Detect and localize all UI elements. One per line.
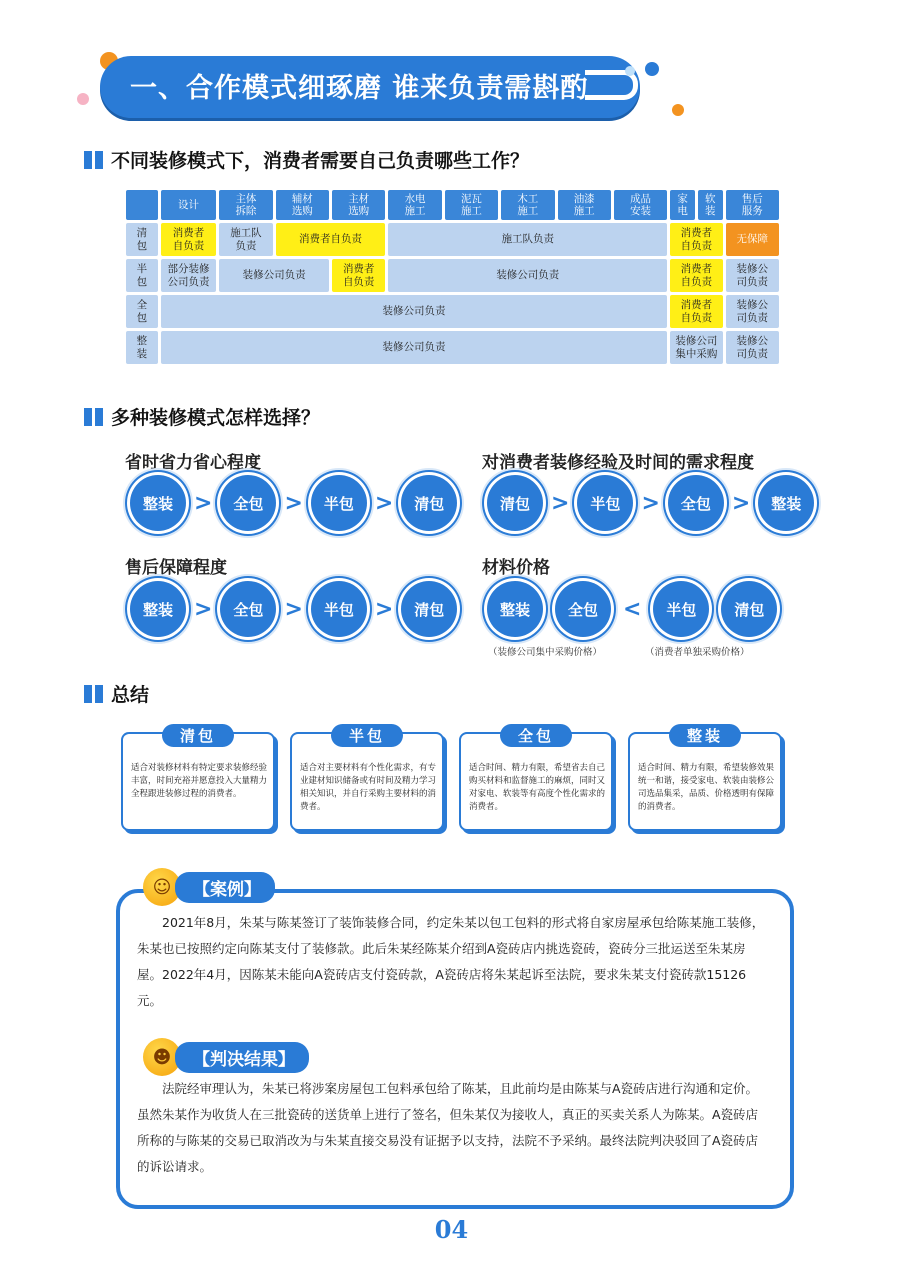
- table-cell: 装修公司负责: [161, 295, 667, 328]
- card-tag: 整装: [669, 724, 741, 747]
- table-cell: 装修公司负责: [388, 259, 667, 292]
- table-cell: 消费者 自负责: [332, 259, 385, 292]
- card-text: 适合时间、精力有限，希望装修效果统一和谐，接受家电、软装由装修公司选品集采，品质、价格透明有保障的消费者。: [638, 763, 775, 812]
- greater-than-symbol: >: [731, 490, 751, 516]
- summary-card-quanbao: [459, 727, 613, 831]
- greater-than-symbol: >: [194, 596, 213, 622]
- mode-circle: 清包: [721, 581, 777, 637]
- decoration-modes-table: [123, 187, 782, 367]
- header-cell: 设计: [161, 190, 216, 220]
- mode-circle: 全包: [220, 581, 276, 637]
- summary-card-banbao: [290, 727, 444, 831]
- blue-dot-decoration-right: [645, 62, 659, 76]
- card-text: 适合对主要材料有个性化需求，有专业建材知识储备或有时间及精力学习相关知识，并自行采购主要材料的消费者。: [300, 763, 437, 812]
- table-cell: 施工队负责: [388, 223, 667, 256]
- row-label: 全 包: [126, 295, 158, 328]
- section-heading-summary: 总结: [84, 680, 149, 707]
- greater-than-symbol: >: [641, 490, 660, 516]
- mode-circle: 半包: [653, 581, 709, 637]
- table-cell: 装修公 司负责: [726, 259, 780, 292]
- header-cell: 软 装: [698, 190, 723, 220]
- section-heading-choose: 多种装修模式怎样选择？: [84, 403, 320, 430]
- comparison-title-effort: 省时省力省心程度: [125, 453, 261, 473]
- laughing-emoji-icon: ☻: [143, 1038, 181, 1076]
- mode-circle: 清包: [401, 475, 457, 531]
- summary-card-qingbao: [121, 727, 275, 831]
- mode-circle: 整装: [487, 581, 543, 637]
- header-cell: 油漆 施工: [558, 190, 611, 220]
- header-cell: 家 电: [670, 190, 695, 220]
- table-row: [126, 259, 779, 292]
- page-title: 一、合作模式细琢磨 谁来负责需斟酌: [130, 73, 589, 104]
- card-text: 适合对装修材料有特定要求装修经验丰富，时间充裕并愿意投入大量精力全程跟进装修过程的消费者。: [131, 763, 268, 799]
- mode-circle: 整装: [130, 475, 186, 531]
- greater-than-symbol: >: [374, 596, 394, 622]
- comparison-title-price: 材料价格: [482, 558, 550, 578]
- greater-than-symbol: >: [284, 490, 303, 516]
- smile-emoji-icon: ☺: [143, 868, 181, 906]
- mode-circle: 全包: [668, 475, 724, 531]
- orange-dot-decoration-right: [672, 104, 684, 116]
- greater-than-symbol: >: [374, 490, 394, 516]
- header-cell: [126, 190, 158, 220]
- row-label: 整 装: [126, 331, 158, 364]
- mode-circle: 半包: [311, 475, 367, 531]
- greater-than-symbol: >: [194, 490, 213, 516]
- less-than-symbol: <: [623, 596, 642, 622]
- row-label: 清 包: [126, 223, 158, 256]
- header-cell: 水电 施工: [388, 190, 441, 220]
- mode-circle: 整装: [130, 581, 186, 637]
- table-cell: 消费者 自负责: [161, 223, 216, 256]
- comparison-row-experience: [487, 475, 814, 531]
- pink-dot-decoration: [77, 93, 89, 105]
- comparison-row-effort: [130, 475, 457, 531]
- header-cell: 成品 安装: [614, 190, 667, 220]
- verdict-tag: 【判决结果】: [175, 1042, 309, 1073]
- table-cell: 装修公 司负责: [726, 295, 780, 328]
- case-tag: 【案例】: [175, 872, 275, 903]
- greater-than-symbol: >: [284, 596, 303, 622]
- light-blue-dot-decoration: [625, 66, 635, 76]
- mode-circle: 清包: [401, 581, 457, 637]
- row-label: 半 包: [126, 259, 158, 292]
- table-cell: 装修公 司负责: [726, 331, 780, 364]
- card-tag: 清包: [162, 724, 234, 747]
- summary-card-zhengzhuang: [628, 727, 782, 831]
- header-cell: 辅材 选购: [276, 190, 329, 220]
- header-cell: 主体 拆除: [219, 190, 272, 220]
- section-heading-modes: 不同装修模式下，消费者需要自己负责哪些工作？: [84, 146, 529, 173]
- table-header-row: [126, 190, 779, 220]
- table-cell: 装修公司负责: [219, 259, 329, 292]
- mode-circle: 全包: [220, 475, 276, 531]
- verdict-header: [143, 1038, 309, 1076]
- table-cell: 消费者 自负责: [670, 259, 722, 292]
- mode-circle: 半包: [577, 475, 633, 531]
- mode-circle: 半包: [311, 581, 367, 637]
- table-cell: 消费者 自负责: [670, 223, 722, 256]
- greater-than-symbol: >: [551, 490, 570, 516]
- price-note-right: （消费者单独采购价格）: [645, 647, 750, 658]
- case-text: 2021年8月，朱某与陈某签订了装饰装修合同，约定朱某以包工包料的形式将自家房屋承包给陈某施工装修，朱某也已按照约定向陈某支付了装修款。此后朱某经陈某介绍到A瓷砖店内挑选瓷砖，瓷砖分三批运送至朱某房屋。2022年4月，因陈某未能向A瓷砖店支付瓷砖款，A瓷砖店将朱某起诉至法院，要求朱某支付瓷砖款15126元。: [137, 915, 765, 1008]
- table-cell: 部分装修 公司负责: [161, 259, 216, 292]
- table-cell: 施工队 负责: [219, 223, 272, 256]
- comparison-row-price: [487, 581, 777, 637]
- table-cell: 装修公司负责: [161, 331, 667, 364]
- comparison-title-experience: 对消费者装修经验及时间的需求程度: [482, 453, 754, 473]
- price-note-left: （装修公司集中采购价格）: [488, 647, 603, 658]
- case-header: [143, 868, 275, 906]
- header-cell: 主材 选购: [332, 190, 385, 220]
- mode-circle: 全包: [555, 581, 611, 637]
- header-cell: 泥瓦 施工: [445, 190, 498, 220]
- table-row: [126, 331, 779, 364]
- mode-circle: 整装: [758, 475, 814, 531]
- verdict-text: 法院经审理认为，朱某已将涉案房屋包工包料承包给了陈某，且此前均是由陈某与A瓷砖店进行沟通和定价。虽然朱某作为收货人在三批瓷砖的送货单上进行了签名，但朱某仅为接收人，真正的买卖关系人为陈某。A瓷砖店所称的与陈某的交易已取消改为与朱某直接交易没有证据予以支持，法院不予采纳。最终法院判决驳回了A瓷砖店的诉讼请求。: [137, 1081, 759, 1174]
- table-row: [126, 295, 779, 328]
- table-cell: 装修公司 集中采购: [670, 331, 722, 364]
- comparison-title-aftersales: 售后保障程度: [125, 558, 227, 578]
- table-cell: 消费者 自负责: [670, 295, 722, 328]
- card-text: 适合时间、精力有限，希望省去自己购买材料和监督施工的麻烦，同时又对家电、软装等有高度个性化需求的消费者。: [469, 763, 606, 812]
- card-tag: 全包: [500, 724, 572, 747]
- header-cell: 售后 服务: [726, 190, 780, 220]
- card-tag: 半包: [331, 724, 403, 747]
- table-row: [126, 223, 779, 256]
- header-cell: 木工 施工: [501, 190, 554, 220]
- table-cell: 消费者自负责: [276, 223, 386, 256]
- page-number: 04: [434, 1215, 469, 1244]
- mode-circle: 清包: [487, 475, 543, 531]
- table-cell: 无保障: [726, 223, 780, 256]
- comparison-row-aftersales: [130, 581, 457, 637]
